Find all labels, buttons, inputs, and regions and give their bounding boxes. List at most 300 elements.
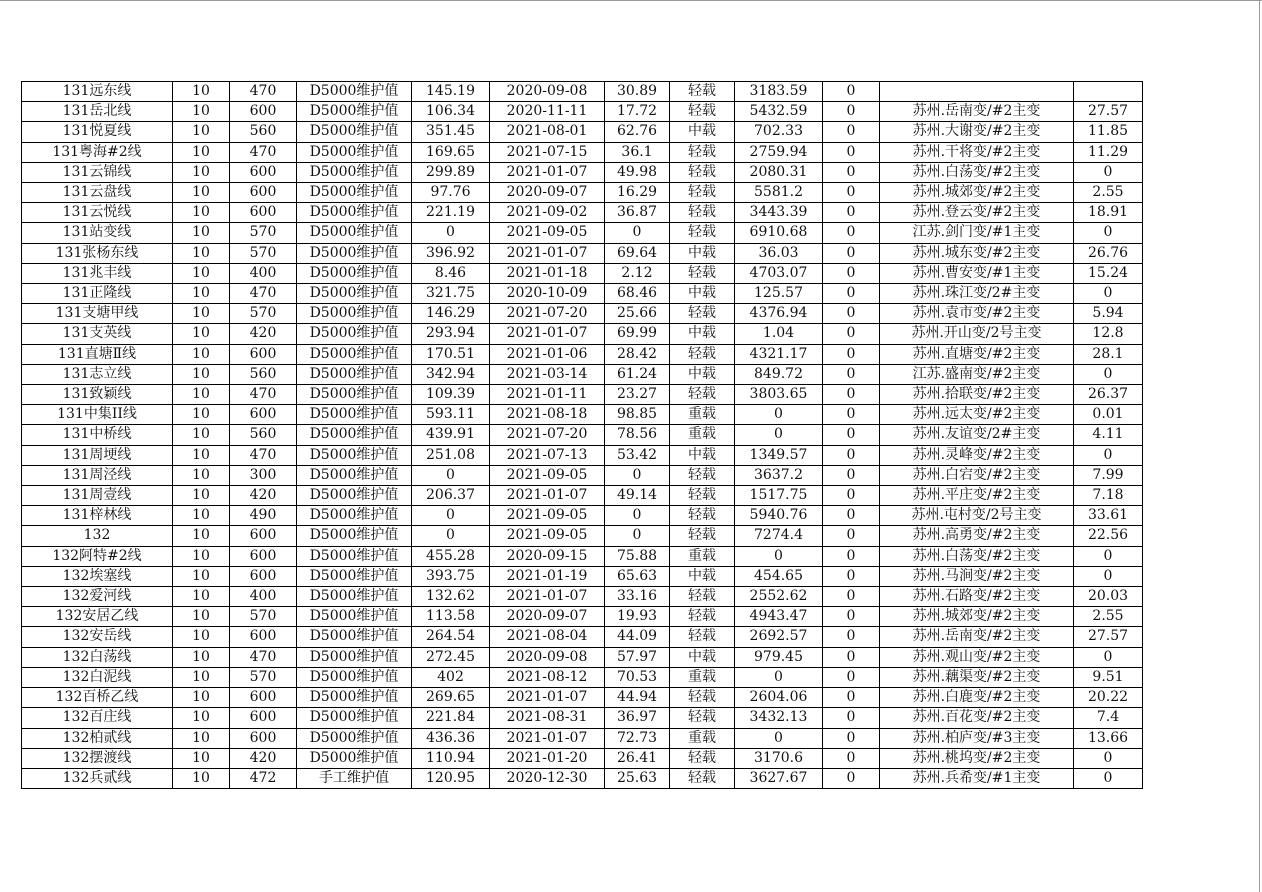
cell-load-level: 轻载 <box>670 223 735 243</box>
cell-load-rate: 57.97 <box>605 647 670 667</box>
cell-voltage: 10 <box>173 587 230 607</box>
cell-date: 2021-09-05 <box>490 223 605 243</box>
cell-data-source: D5000维护值 <box>297 566 412 586</box>
cell-voltage: 10 <box>173 445 230 465</box>
cell-load-level: 轻载 <box>670 465 735 485</box>
cell-current-value: 109.39 <box>412 385 490 405</box>
cell-count: 0 <box>823 142 880 162</box>
cell-line-name: 131周壹线 <box>22 486 173 506</box>
cell-data-source: D5000维护值 <box>297 243 412 263</box>
cell-load-rate: 72.73 <box>605 728 670 748</box>
cell-voltage: 10 <box>173 284 230 304</box>
cell-rated-current: 600 <box>230 526 297 546</box>
table-row <box>22 425 1143 445</box>
cell-date: 2021-07-20 <box>490 425 605 445</box>
cell-transformer-load: 13.66 <box>1074 728 1143 748</box>
cell-capacity-margin: 3432.13 <box>735 708 823 728</box>
cell-date: 2020-10-09 <box>490 284 605 304</box>
cell-date: 2021-07-15 <box>490 142 605 162</box>
cell-count: 0 <box>823 526 880 546</box>
cell-count: 0 <box>823 688 880 708</box>
cell-substation-transformer: 苏州.桃坞变/#2主变 <box>880 748 1074 768</box>
cell-load-rate: 23.27 <box>605 385 670 405</box>
cell-current-value: 0 <box>412 526 490 546</box>
cell-rated-current: 470 <box>230 647 297 667</box>
page-right-border <box>1259 0 1260 892</box>
cell-rated-current: 600 <box>230 203 297 223</box>
cell-line-name: 131梓林线 <box>22 506 173 526</box>
cell-substation-transformer: 苏州.白鹿变/#2主变 <box>880 688 1074 708</box>
cell-load-rate: 0 <box>605 506 670 526</box>
cell-current-value: 106.34 <box>412 102 490 122</box>
cell-count: 0 <box>823 566 880 586</box>
cell-rated-current: 570 <box>230 607 297 627</box>
table-row <box>22 405 1143 425</box>
cell-transformer-load: 20.22 <box>1074 688 1143 708</box>
cell-rated-current: 400 <box>230 263 297 283</box>
cell-load-level: 中载 <box>670 445 735 465</box>
cell-data-source: D5000维护值 <box>297 748 412 768</box>
cell-load-rate: 69.64 <box>605 243 670 263</box>
cell-capacity-margin: 2604.06 <box>735 688 823 708</box>
cell-load-level: 重载 <box>670 546 735 566</box>
cell-count: 0 <box>823 82 880 102</box>
cell-transformer-load: 0 <box>1074 768 1143 788</box>
cell-rated-current: 470 <box>230 82 297 102</box>
cell-transformer-load: 22.56 <box>1074 526 1143 546</box>
cell-substation-transformer: 苏州.干将变/#2主变 <box>880 142 1074 162</box>
cell-load-rate: 0 <box>605 223 670 243</box>
cell-data-source: D5000维护值 <box>297 142 412 162</box>
cell-rated-current: 400 <box>230 587 297 607</box>
cell-current-value: 439.91 <box>412 425 490 445</box>
cell-load-rate: 19.93 <box>605 607 670 627</box>
table-row <box>22 647 1143 667</box>
cell-date: 2021-08-01 <box>490 122 605 142</box>
table-row <box>22 688 1143 708</box>
cell-load-rate: 61.24 <box>605 364 670 384</box>
cell-capacity-margin: 7274.4 <box>735 526 823 546</box>
cell-count: 0 <box>823 768 880 788</box>
cell-date: 2021-01-07 <box>490 486 605 506</box>
cell-rated-current: 560 <box>230 364 297 384</box>
cell-current-value: 120.95 <box>412 768 490 788</box>
cell-capacity-margin: 2080.31 <box>735 162 823 182</box>
cell-count: 0 <box>823 102 880 122</box>
cell-substation-transformer: 苏州.百花变/#2主变 <box>880 708 1074 728</box>
cell-date: 2021-01-07 <box>490 243 605 263</box>
cell-substation-transformer: 苏州.袁市变/#2主变 <box>880 304 1074 324</box>
cell-capacity-margin: 0 <box>735 405 823 425</box>
cell-line-name: 132阿特#2线 <box>22 546 173 566</box>
cell-rated-current: 420 <box>230 324 297 344</box>
cell-count: 0 <box>823 364 880 384</box>
table-row <box>22 364 1143 384</box>
cell-line-name: 131站变线 <box>22 223 173 243</box>
cell-transformer-load: 0 <box>1074 546 1143 566</box>
cell-current-value: 321.75 <box>412 284 490 304</box>
cell-capacity-margin: 4703.07 <box>735 263 823 283</box>
cell-line-name: 132柏贰线 <box>22 728 173 748</box>
cell-substation-transformer: 苏州.兵希变/#1主变 <box>880 768 1074 788</box>
cell-load-level: 轻载 <box>670 82 735 102</box>
cell-current-value: 342.94 <box>412 364 490 384</box>
table-row <box>22 486 1143 506</box>
cell-count: 0 <box>823 122 880 142</box>
cell-capacity-margin: 5581.2 <box>735 183 823 203</box>
cell-current-value: 221.84 <box>412 708 490 728</box>
cell-load-level: 轻载 <box>670 506 735 526</box>
cell-line-name: 131中集II线 <box>22 405 173 425</box>
cell-current-value: 113.58 <box>412 607 490 627</box>
cell-load-level: 中载 <box>670 284 735 304</box>
cell-voltage: 10 <box>173 708 230 728</box>
cell-line-name: 132摆渡线 <box>22 748 173 768</box>
cell-load-level: 中载 <box>670 364 735 384</box>
cell-substation-transformer <box>880 82 1074 102</box>
cell-line-name: 131张杨东线 <box>22 243 173 263</box>
cell-current-value: 299.89 <box>412 162 490 182</box>
cell-count: 0 <box>823 506 880 526</box>
cell-load-level: 轻载 <box>670 526 735 546</box>
cell-count: 0 <box>823 304 880 324</box>
cell-rated-current: 420 <box>230 486 297 506</box>
cell-capacity-margin: 0 <box>735 728 823 748</box>
cell-substation-transformer: 苏州.曹安变/#1主变 <box>880 263 1074 283</box>
cell-rated-current: 560 <box>230 425 297 445</box>
cell-capacity-margin: 2759.94 <box>735 142 823 162</box>
cell-date: 2020-12-30 <box>490 768 605 788</box>
cell-load-rate: 49.14 <box>605 486 670 506</box>
cell-voltage: 10 <box>173 263 230 283</box>
cell-rated-current: 470 <box>230 142 297 162</box>
cell-voltage: 10 <box>173 102 230 122</box>
cell-rated-current: 600 <box>230 627 297 647</box>
cell-voltage: 10 <box>173 526 230 546</box>
cell-capacity-margin: 2692.57 <box>735 627 823 647</box>
table-row <box>22 243 1143 263</box>
cell-date: 2021-01-07 <box>490 688 605 708</box>
cell-rated-current: 472 <box>230 768 297 788</box>
cell-transformer-load: 11.85 <box>1074 122 1143 142</box>
cell-load-rate: 75.88 <box>605 546 670 566</box>
cell-current-value: 206.37 <box>412 486 490 506</box>
cell-count: 0 <box>823 223 880 243</box>
cell-voltage: 10 <box>173 223 230 243</box>
cell-count: 0 <box>823 708 880 728</box>
cell-voltage: 10 <box>173 324 230 344</box>
cell-count: 0 <box>823 546 880 566</box>
cell-transformer-load: 4.11 <box>1074 425 1143 445</box>
cell-rated-current: 600 <box>230 183 297 203</box>
table-row <box>22 667 1143 687</box>
cell-count: 0 <box>823 162 880 182</box>
cell-data-source: D5000维护值 <box>297 102 412 122</box>
cell-capacity-margin: 5432.59 <box>735 102 823 122</box>
cell-load-rate: 53.42 <box>605 445 670 465</box>
cell-voltage: 10 <box>173 486 230 506</box>
cell-rated-current: 490 <box>230 506 297 526</box>
cell-line-name: 131周泾线 <box>22 465 173 485</box>
cell-voltage: 10 <box>173 748 230 768</box>
cell-data-source: D5000维护值 <box>297 425 412 445</box>
cell-capacity-margin: 36.03 <box>735 243 823 263</box>
cell-voltage: 10 <box>173 385 230 405</box>
cell-current-value: 145.19 <box>412 82 490 102</box>
cell-substation-transformer: 苏州.友谊变/2#主变 <box>880 425 1074 445</box>
cell-line-name: 132百桥乙线 <box>22 688 173 708</box>
cell-capacity-margin: 702.33 <box>735 122 823 142</box>
cell-load-rate: 36.1 <box>605 142 670 162</box>
cell-voltage: 10 <box>173 162 230 182</box>
cell-current-value: 593.11 <box>412 405 490 425</box>
cell-load-rate: 68.46 <box>605 284 670 304</box>
cell-load-level: 中载 <box>670 243 735 263</box>
cell-count: 0 <box>823 284 880 304</box>
cell-transformer-load: 0 <box>1074 748 1143 768</box>
cell-rated-current: 470 <box>230 284 297 304</box>
cell-data-source: D5000维护值 <box>297 385 412 405</box>
cell-substation-transformer: 苏州.城郊变/#2主变 <box>880 607 1074 627</box>
cell-load-level: 重载 <box>670 425 735 445</box>
cell-capacity-margin: 3627.67 <box>735 768 823 788</box>
cell-load-rate: 16.29 <box>605 183 670 203</box>
cell-substation-transformer: 苏州.白荡变/#2主变 <box>880 546 1074 566</box>
cell-date: 2021-03-14 <box>490 364 605 384</box>
table-row <box>22 587 1143 607</box>
cell-rated-current: 560 <box>230 122 297 142</box>
cell-transformer-load: 11.29 <box>1074 142 1143 162</box>
cell-substation-transformer: 苏州.藕渠变/#2主变 <box>880 667 1074 687</box>
cell-voltage: 10 <box>173 82 230 102</box>
table-row <box>22 546 1143 566</box>
cell-date: 2021-07-13 <box>490 445 605 465</box>
cell-current-value: 272.45 <box>412 647 490 667</box>
cell-load-rate: 33.16 <box>605 587 670 607</box>
cell-current-value: 0 <box>412 223 490 243</box>
cell-load-level: 轻载 <box>670 708 735 728</box>
cell-count: 0 <box>823 425 880 445</box>
cell-capacity-margin: 3183.59 <box>735 82 823 102</box>
cell-substation-transformer: 苏州.高勇变/#2主变 <box>880 526 1074 546</box>
cell-data-source: D5000维护值 <box>297 203 412 223</box>
cell-transformer-load: 2.55 <box>1074 607 1143 627</box>
cell-line-name: 132白泥线 <box>22 667 173 687</box>
cell-transformer-load: 9.51 <box>1074 667 1143 687</box>
cell-substation-transformer: 苏州.大谢变/#2主变 <box>880 122 1074 142</box>
cell-load-rate: 78.56 <box>605 425 670 445</box>
cell-current-value: 169.65 <box>412 142 490 162</box>
cell-load-level: 轻载 <box>670 162 735 182</box>
cell-data-source: D5000维护值 <box>297 728 412 748</box>
cell-line-name: 131远东线 <box>22 82 173 102</box>
cell-count: 0 <box>823 344 880 364</box>
cell-voltage: 10 <box>173 203 230 223</box>
cell-date: 2021-01-07 <box>490 162 605 182</box>
cell-line-name: 131直塘Ⅱ线 <box>22 344 173 364</box>
cell-date: 2021-01-18 <box>490 263 605 283</box>
cell-transformer-load: 20.03 <box>1074 587 1143 607</box>
cell-capacity-margin: 3803.65 <box>735 385 823 405</box>
cell-current-value: 8.46 <box>412 263 490 283</box>
cell-substation-transformer: 苏州.马涧变/#2主变 <box>880 566 1074 586</box>
cell-date: 2021-01-07 <box>490 728 605 748</box>
cell-load-level: 中载 <box>670 647 735 667</box>
cell-transformer-load: 0.01 <box>1074 405 1143 425</box>
cell-rated-current: 570 <box>230 304 297 324</box>
table-row <box>22 506 1143 526</box>
cell-substation-transformer: 苏州.屯村变/2号主变 <box>880 506 1074 526</box>
cell-rated-current: 420 <box>230 748 297 768</box>
table-row <box>22 768 1143 788</box>
cell-date: 2020-09-07 <box>490 607 605 627</box>
cell-voltage: 10 <box>173 304 230 324</box>
cell-substation-transformer: 苏州.石路变/#2主变 <box>880 587 1074 607</box>
cell-load-level: 轻载 <box>670 183 735 203</box>
table-row <box>22 122 1143 142</box>
cell-load-rate: 25.63 <box>605 768 670 788</box>
cell-capacity-margin: 849.72 <box>735 364 823 384</box>
cell-substation-transformer: 苏州.直塘变/#2主变 <box>880 344 1074 364</box>
cell-voltage: 10 <box>173 243 230 263</box>
cell-current-value: 393.75 <box>412 566 490 586</box>
cell-current-value: 251.08 <box>412 445 490 465</box>
page-top-border <box>0 0 1262 1</box>
cell-count: 0 <box>823 465 880 485</box>
cell-voltage: 10 <box>173 627 230 647</box>
cell-data-source: D5000维护值 <box>297 122 412 142</box>
cell-load-rate: 2.12 <box>605 263 670 283</box>
cell-current-value: 110.94 <box>412 748 490 768</box>
cell-current-value: 264.54 <box>412 627 490 647</box>
cell-rated-current: 570 <box>230 667 297 687</box>
cell-load-rate: 70.53 <box>605 667 670 687</box>
cell-data-source: D5000维护值 <box>297 324 412 344</box>
cell-line-name: 132白荡线 <box>22 647 173 667</box>
cell-load-rate: 17.72 <box>605 102 670 122</box>
cell-rated-current: 470 <box>230 445 297 465</box>
cell-substation-transformer: 苏州.柏庐变/#3主变 <box>880 728 1074 748</box>
cell-count: 0 <box>823 647 880 667</box>
cell-count: 0 <box>823 263 880 283</box>
cell-transformer-load: 18.91 <box>1074 203 1143 223</box>
table-row <box>22 263 1143 283</box>
cell-transformer-load: 0 <box>1074 647 1143 667</box>
cell-substation-transformer: 苏州.登云变/#2主变 <box>880 203 1074 223</box>
cell-load-rate: 44.09 <box>605 627 670 647</box>
cell-load-rate: 69.99 <box>605 324 670 344</box>
cell-voltage: 10 <box>173 768 230 788</box>
cell-line-name: 131云悦线 <box>22 203 173 223</box>
cell-substation-transformer: 苏州.开山变/2号主变 <box>880 324 1074 344</box>
cell-transformer-load: 0 <box>1074 284 1143 304</box>
cell-transformer-load: 28.1 <box>1074 344 1143 364</box>
cell-rated-current: 600 <box>230 546 297 566</box>
table-row <box>22 445 1143 465</box>
cell-date: 2021-08-12 <box>490 667 605 687</box>
cell-voltage: 10 <box>173 405 230 425</box>
table-row <box>22 465 1143 485</box>
cell-line-name: 131悦夏线 <box>22 122 173 142</box>
cell-current-value: 436.36 <box>412 728 490 748</box>
cell-date: 2021-09-05 <box>490 506 605 526</box>
cell-load-level: 轻载 <box>670 607 735 627</box>
cell-data-source: D5000维护值 <box>297 162 412 182</box>
cell-line-name: 131正隆线 <box>22 284 173 304</box>
cell-voltage: 10 <box>173 667 230 687</box>
cell-substation-transformer: 苏州.城东变/#2主变 <box>880 243 1074 263</box>
cell-capacity-margin: 2552.62 <box>735 587 823 607</box>
cell-transformer-load: 0 <box>1074 162 1143 182</box>
cell-substation-transformer: 苏州.灵峰变/#2主变 <box>880 445 1074 465</box>
cell-capacity-margin: 0 <box>735 667 823 687</box>
table-row <box>22 566 1143 586</box>
cell-date: 2021-09-02 <box>490 203 605 223</box>
cell-load-rate: 98.85 <box>605 405 670 425</box>
cell-transformer-load: 0 <box>1074 445 1143 465</box>
cell-line-name: 132 <box>22 526 173 546</box>
cell-load-level: 轻载 <box>670 304 735 324</box>
cell-date: 2021-08-31 <box>490 708 605 728</box>
cell-capacity-margin: 0 <box>735 425 823 445</box>
cell-load-rate: 28.42 <box>605 344 670 364</box>
data-table <box>21 81 1143 789</box>
cell-capacity-margin: 0 <box>735 546 823 566</box>
cell-load-level: 轻载 <box>670 142 735 162</box>
table-row <box>22 183 1143 203</box>
table-row <box>22 284 1143 304</box>
cell-rated-current: 600 <box>230 688 297 708</box>
cell-transformer-load: 33.61 <box>1074 506 1143 526</box>
cell-transformer-load: 7.99 <box>1074 465 1143 485</box>
cell-load-level: 轻载 <box>670 102 735 122</box>
cell-substation-transformer: 苏州.岳南变/#2主变 <box>880 627 1074 647</box>
cell-load-level: 轻载 <box>670 627 735 647</box>
cell-substation-transformer: 苏州.白荡变/#2主变 <box>880 162 1074 182</box>
cell-load-rate: 0 <box>605 526 670 546</box>
cell-date: 2020-09-07 <box>490 183 605 203</box>
cell-line-name: 132百庄线 <box>22 708 173 728</box>
cell-substation-transformer: 苏州.远太变/#2主变 <box>880 405 1074 425</box>
cell-count: 0 <box>823 627 880 647</box>
cell-load-level: 轻载 <box>670 486 735 506</box>
cell-capacity-margin: 4376.94 <box>735 304 823 324</box>
cell-line-name: 131云锦线 <box>22 162 173 182</box>
cell-rated-current: 600 <box>230 344 297 364</box>
cell-date: 2021-09-05 <box>490 526 605 546</box>
cell-count: 0 <box>823 183 880 203</box>
cell-capacity-margin: 4321.17 <box>735 344 823 364</box>
table-row <box>22 708 1143 728</box>
cell-date: 2021-09-05 <box>490 465 605 485</box>
cell-line-name: 131致颖线 <box>22 385 173 405</box>
cell-capacity-margin: 3170.6 <box>735 748 823 768</box>
table-row <box>22 728 1143 748</box>
cell-line-name: 131支英线 <box>22 324 173 344</box>
cell-data-source: D5000维护值 <box>297 688 412 708</box>
cell-data-source: D5000维护值 <box>297 263 412 283</box>
cell-substation-transformer: 苏州.岳南变/#2主变 <box>880 102 1074 122</box>
cell-data-source: D5000维护值 <box>297 284 412 304</box>
cell-capacity-margin: 5940.76 <box>735 506 823 526</box>
cell-data-source: D5000维护值 <box>297 304 412 324</box>
cell-transformer-load: 12.8 <box>1074 324 1143 344</box>
cell-voltage: 10 <box>173 465 230 485</box>
cell-data-source: D5000维护值 <box>297 465 412 485</box>
cell-capacity-margin: 1349.57 <box>735 445 823 465</box>
cell-load-level: 中载 <box>670 122 735 142</box>
cell-load-level: 轻载 <box>670 344 735 364</box>
